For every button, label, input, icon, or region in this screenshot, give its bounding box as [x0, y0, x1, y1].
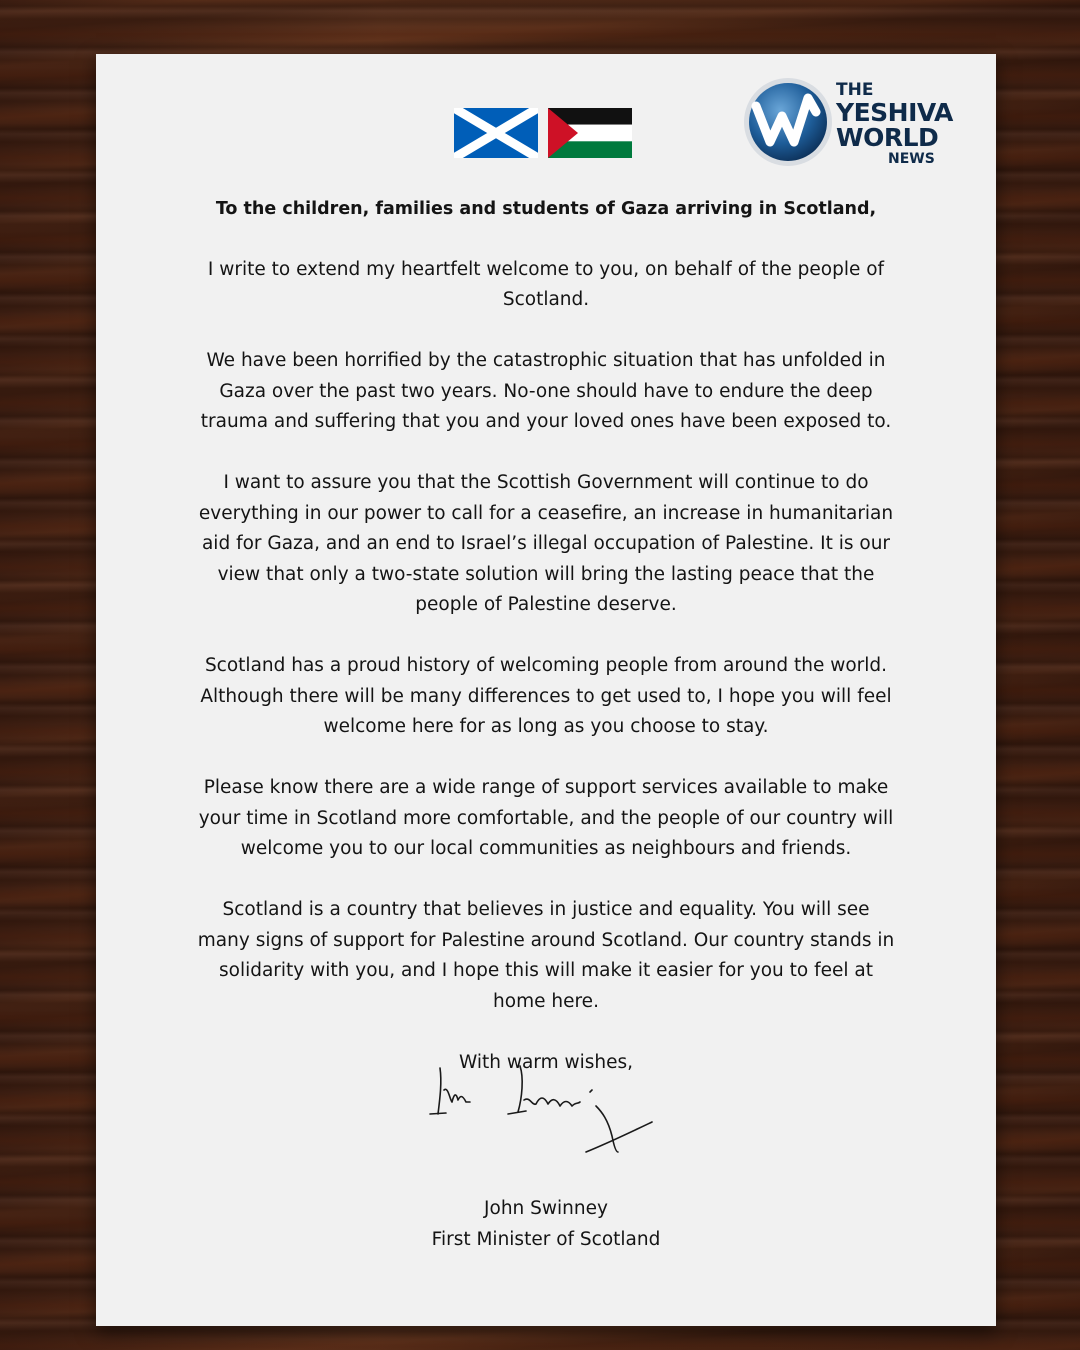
- signer-name: John Swinney: [484, 1198, 608, 1219]
- paragraph-5: Please know there are a wide range of support services available to make your time in Scotland more comfortable, and the people of our country will welcome you to our local communities as neighbours and friends.: [198, 777, 894, 859]
- paragraph-1: I write to extend my heartfelt welcome to you, on behalf of the people of Scotland.: [207, 258, 885, 310]
- paragraph-2: We have been horrified by the catastrophic situation that has unfolded in Gaza over the past two years. No-one should have to endure the deep trauma and suffering that you and your loved ones have been exposed to.: [200, 350, 892, 432]
- paragraph-6: Scotland is a country that believes in justice and equality. You will see many signs of support for Palestine around Scotland. Our country stands in solidarity with you, and I hope this will make it easier for you to feel at home here.: [197, 899, 895, 1012]
- signer-block: [196, 1193, 896, 1255]
- letter-page: [96, 54, 996, 1326]
- paragraph-4: Scotland has a proud history of welcoming people from around the world. Although there will be many differences to get used to, I hope you will feel welcome here for as long as you choose to stay.: [200, 655, 892, 737]
- logo-line-2: YESHIVA: [836, 98, 953, 127]
- paragraph-3: I want to assure you that the Scottish Government will continue to do everything in our power to call for a ceasefire, an increase in humanitarian aid for Gaza, and an end to Israel’s illegal occupation of Palestine. It is our view that only a two-state solution will bring the lasting peace that the people of Palestine deserve.: [198, 472, 894, 615]
- logo-line-1: THE: [836, 80, 874, 100]
- letter-body: [196, 194, 896, 1078]
- scotland-flag-icon: [454, 108, 538, 158]
- salutation: To the children, families and students of Gaza arriving in Scotland,: [215, 199, 877, 219]
- signer-title: First Minister of Scotland: [431, 1229, 661, 1250]
- logo-line-3: WORLD: [836, 123, 939, 152]
- logo-wordmark: [836, 82, 953, 166]
- logo-globe-icon: [742, 76, 834, 168]
- signature: [426, 1056, 656, 1156]
- flags: [454, 108, 632, 158]
- palestine-flag-icon: [548, 108, 632, 158]
- logo-line-4: NEWS: [888, 151, 935, 167]
- yeshiva-world-news-logo: [740, 74, 953, 174]
- closing: With warm wishes,: [458, 1051, 634, 1073]
